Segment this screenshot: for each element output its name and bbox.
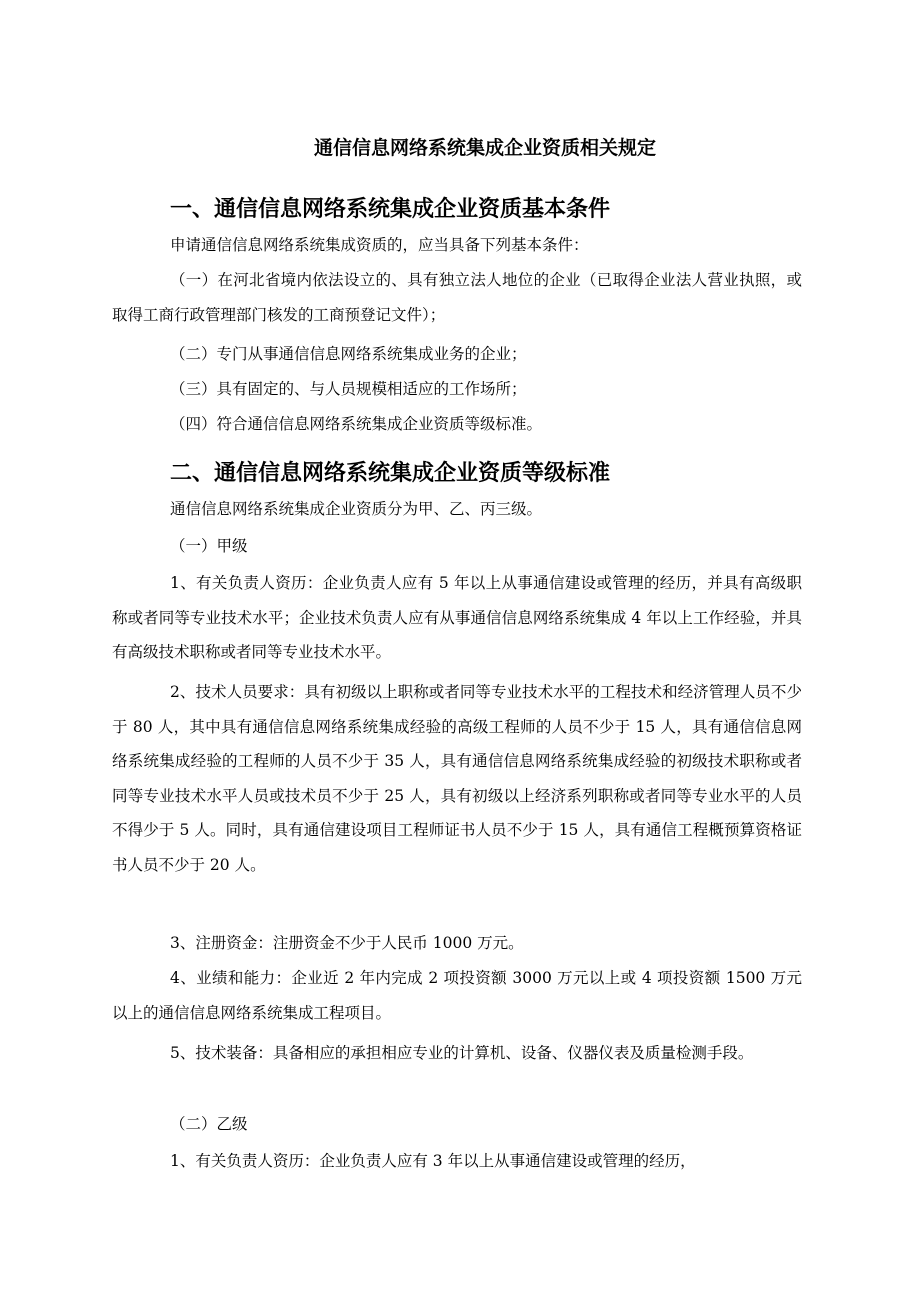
paragraph-intro-conditions: 申请通信信息网络系统集成资质的，应当具备下列基本条件：	[170, 236, 589, 254]
section-heading-grade-standards: 二、通信信息网络系统集成企业资质等级标准	[170, 461, 611, 486]
paragraph-grade-a-capital: 3、注册资金：注册资金不少于人民币 1000 万元。	[170, 934, 524, 952]
paragraph-grade-b-heading: （二）乙级	[170, 1115, 248, 1133]
paragraph-grade-a-performance: 4、业绩和能力：企业近 2 年内完成 2 项投资额 3000 万元以上或 4 项投资额 1500 万元以上的通信信息网络系统集成工程项目。	[112, 969, 802, 1022]
paragraph-condition-1: （一）在河北省境内依法设立的、具有独立法人地位的企业（已取得企业法人营业执照，或取得工商行政管理部门核发的工商预登记文件）；	[112, 271, 802, 324]
paragraph-grade-intro: 通信信息网络系统集成企业资质分为甲、乙、丙三级。	[170, 500, 543, 518]
paragraph-grade-a-equipment: 5、技术装备：具备相应的承担相应专业的计算机、设备、仪器仪表及质量检测手段。	[170, 1044, 754, 1062]
paragraph-grade-b-leader: 1、有关负责人资历：企业负责人应有 3 年以上从事通信建设或管理的经历，	[170, 1152, 696, 1170]
paragraph-grade-a-staff: 2、技术人员要求：具有初级以上职称或者同等专业技术水平的工程技术和经济管理人员不少于 80 人，其中具有通信信息网络系统集成经验的高级工程师的人员不少于 15 人，具有通信信息网络系统集成经验的工程师的人员不少于 35 人，具有通信信息网络系统集成经验的初级技术职称或者同等专业技术水平人员或技术员不少于 25 人，具有初级以上经济系列职称或者同等专业水平的人员不得少于 5 人。同时，具有通信建设项目工程师证书人员不少于 15 人，具有通信工程概预算资格证书人员不少于 20 人。	[112, 683, 802, 874]
section-heading-basic-conditions: 一、通信信息网络系统集成企业资质基本条件	[170, 197, 611, 222]
document-title: 通信信息网络系统集成企业资质相关规定	[313, 137, 656, 159]
paragraph-condition-4: （四）符合通信信息网络系统集成企业资质等级标准。	[170, 415, 543, 433]
paragraph-grade-a-leader: 1、有关负责人资历：企业负责人应有 5 年以上从事通信建设或管理的经历，并具有高级职称或者同等专业技术水平；企业技术负责人应有从事通信信息网络系统集成 4 年以上工作经验，并具有高级技术职称或者同等专业技术水平。	[112, 574, 802, 661]
paragraph-grade-a-heading: （一）甲级	[170, 537, 248, 555]
paragraph-condition-2: （二）专门从事通信信息网络系统集成业务的企业；	[170, 345, 527, 363]
paragraph-condition-3: （三）具有固定的、与人员规模相适应的工作场所；	[170, 380, 527, 398]
